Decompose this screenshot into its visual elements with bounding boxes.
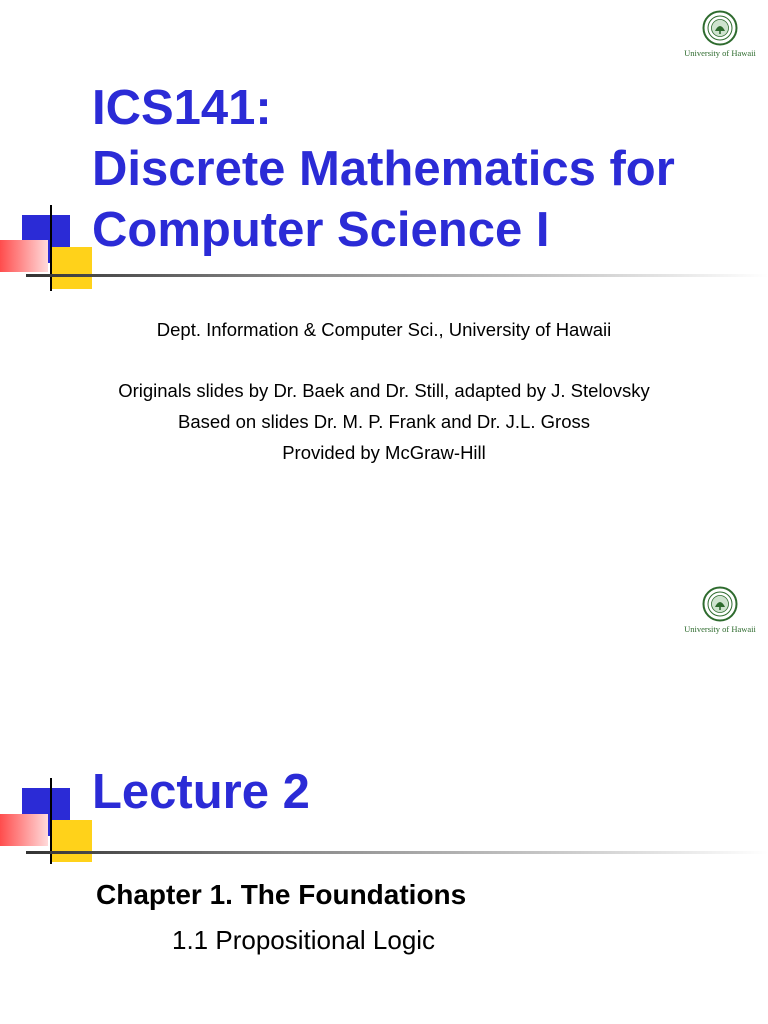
title-decoration [0, 205, 100, 305]
title-rule [26, 274, 768, 277]
university-logo [680, 586, 760, 634]
title-line-2: Discrete Mathematics for [92, 142, 675, 196]
section-heading: 1.1 Propositional Logic [172, 925, 436, 955]
chapter-heading: Chapter 1. The Foundations [96, 879, 467, 910]
slide-title: Lecture 2 [92, 765, 310, 819]
logo-text: University of Hawaii [684, 624, 756, 634]
university-seal-icon [702, 10, 738, 46]
title-line-3: Computer Science I [92, 203, 550, 257]
university-logo [680, 10, 760, 58]
title-line-1: ICS141: [92, 81, 272, 135]
credits-line-1: Originals slides by Dr. Baek and Dr. Still, adapted by J. Stelovsky [118, 380, 650, 401]
slide-2 [0, 512, 768, 1024]
credits-line-2: Based on slides Dr. M. P. Frank and Dr. J.L. Gross [178, 411, 590, 432]
slide-title [92, 78, 675, 261]
title-decoration [0, 770, 100, 870]
university-seal-icon [702, 586, 738, 622]
title-rule [26, 851, 768, 854]
logo-text: University of Hawaii [684, 48, 756, 58]
dept-text: Dept. Information & Computer Sci., University of Hawaii [156, 319, 612, 340]
credits-line-3: Provided by McGraw-Hill [282, 442, 486, 463]
